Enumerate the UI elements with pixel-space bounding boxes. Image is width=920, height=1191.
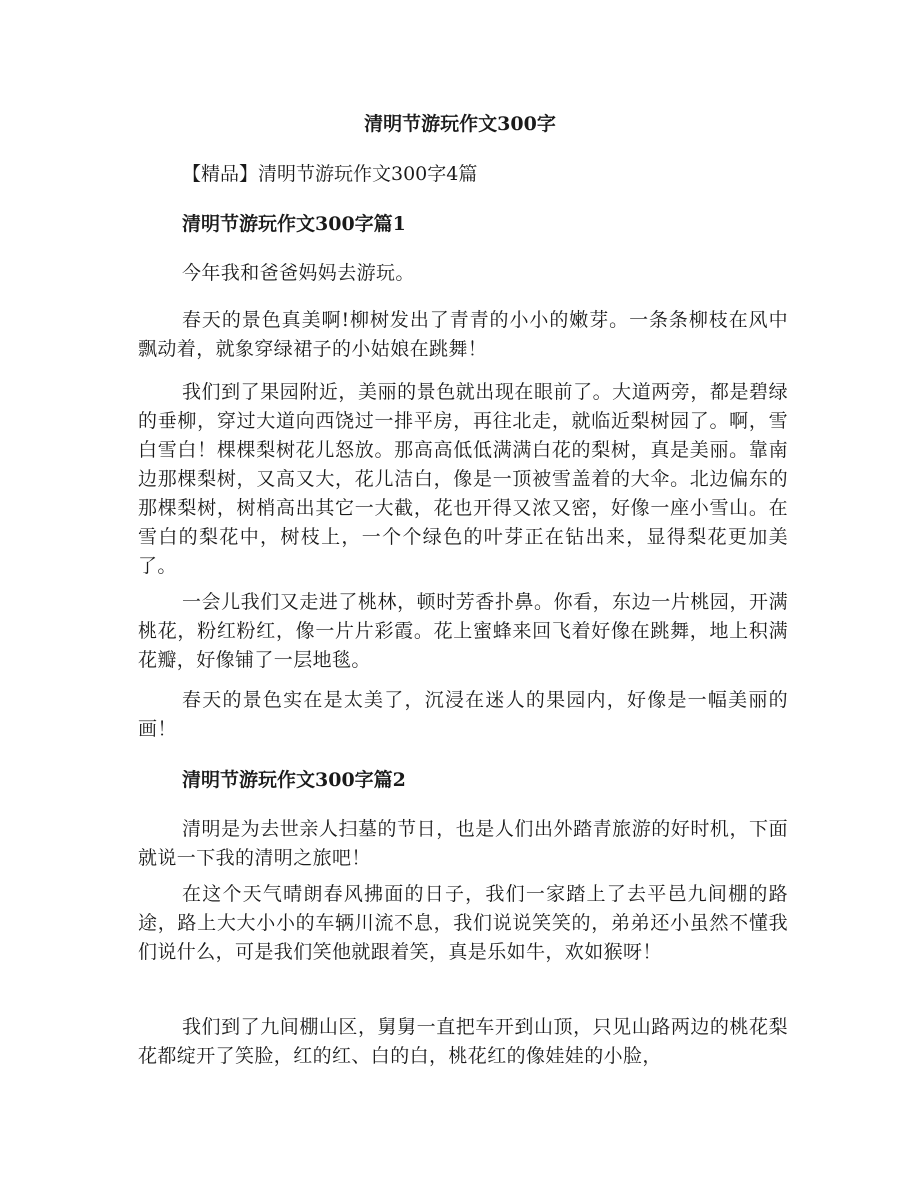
paragraph: 今年我和爸爸妈妈去游玩。	[182, 262, 415, 284]
paragraph: 春天的景色真美啊!柳树发出了青青的小小的嫩芽。一条条柳枝在风中飘动着，就象穿绿裙子的小姑娘在跳舞！	[138, 309, 788, 360]
section-heading-2: 清明节游玩作文300字篇2	[182, 769, 406, 791]
document-subtitle: 【精品】清明节游玩作文300字4篇	[182, 163, 478, 185]
section-heading-1: 清明节游玩作文300字篇1	[182, 213, 406, 235]
paragraph: 我们到了果园附近，美丽的景色就出现在眼前了。大道两旁，都是碧绿的垂柳，穿过大道向西饶过一排平房，再往北走，就临近梨树园了。啊，雪白雪白！棵棵梨树花儿怒放。那高高低低满满白花的梨树，真是美丽。靠南边那棵梨树，又高又大，花儿洁白，像是一顶被雪盖着的大伞。北边偏东的那棵梨树，树梢高出其它一大截，花也开得又浓又密，好像一座小雪山。在雪白的梨花中，树枝上，一个个绿色的叶芽正在钻出来，显得梨花更加美了。	[138, 381, 788, 577]
paragraph: 清明是为去世亲人扫墓的节日，也是人们出外踏青旅游的好时机，下面就说一下我的清明之旅吧！	[138, 818, 788, 869]
paragraph: 在这个天气晴朗春风拂面的日子，我们一家踏上了去平邑九间棚的路途，路上大大小小的车辆川流不息，我们说说笑笑的，弟弟还小虽然不懂我们说什么，可是我们笑他就跟着笑，真是乐如牛，欢如猴呀！	[138, 883, 788, 963]
document-title: 清明节游玩作文300字	[364, 113, 556, 135]
paragraph: 我们到了九间棚山区，舅舅一直把车开到山顶，只见山路两边的桃花梨花都绽开了笑脸，红的红、白的白，桃花红的像娃娃的小脸，	[138, 1016, 788, 1067]
paragraph: 春天的景色实在是太美了，沉浸在迷人的果园内，好像是一幅美丽的画！	[138, 689, 788, 740]
paragraph: 一会儿我们又走进了桃林，顿时芳香扑鼻。你看，东边一片桃园，开满桃花，粉红粉红，像一片片彩霞。花上蜜蜂来回飞着好像在跳舞，地上积满花瓣，好像铺了一层地毯。	[138, 591, 788, 671]
